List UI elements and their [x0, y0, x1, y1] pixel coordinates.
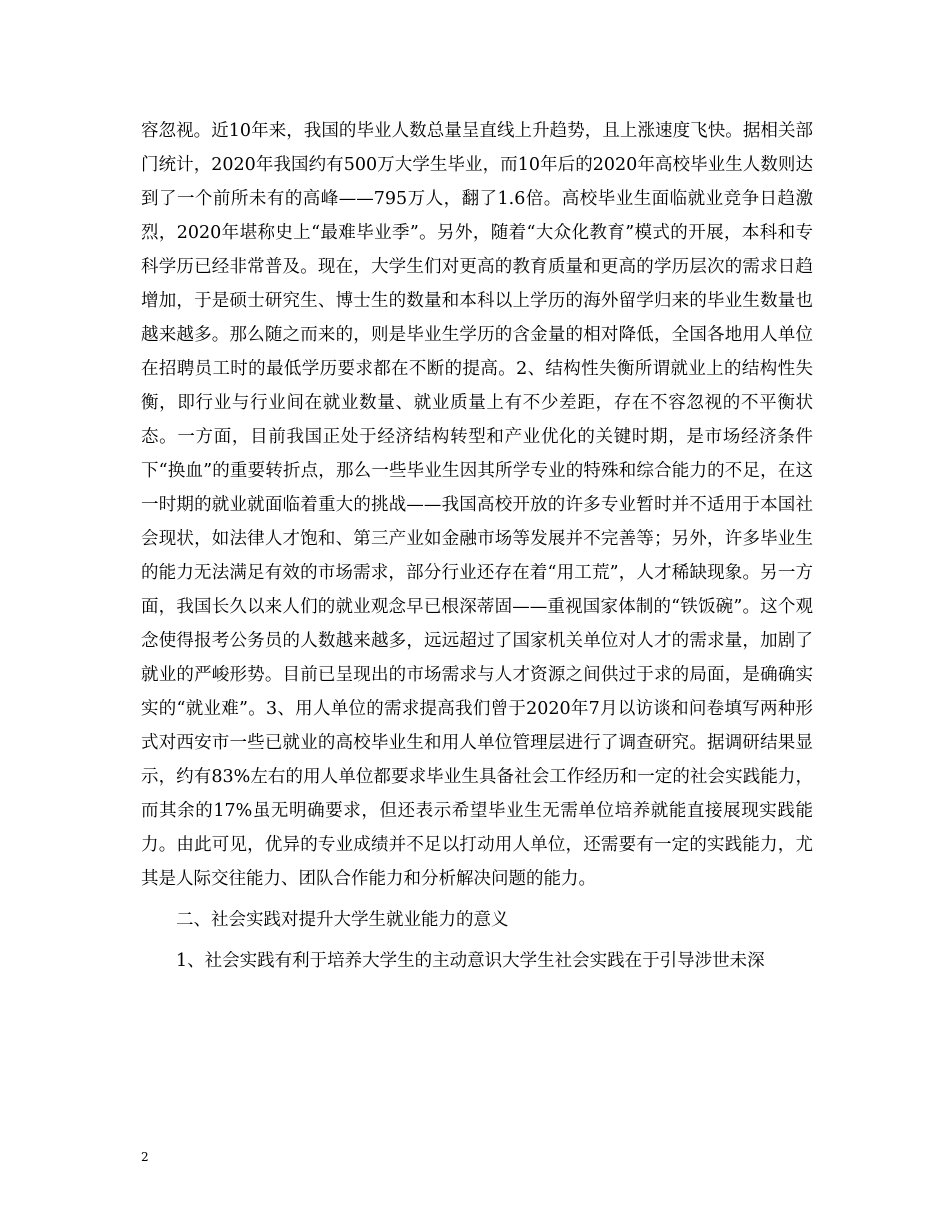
section-heading: 二、社会实践对提升大学生就业能力的意义	[176, 910, 509, 930]
paragraph-subsection: 1、社会实践有利于培养大学生的主动意识大学生社会实践在于引导涉世未深	[176, 951, 765, 971]
paragraph-continuation: 容忽视。近10年来，我国的毕业人数总量呈直线上升趋势，且上涨速度飞快。据相关部门统计，2020年我国约有500万大学生毕业，而10年后的2020年高校毕业生人数则达到了一个前所未有的高峰——795万人，翻了1.6倍。高校毕业生面临就业竞争日趋激烈，2020年堪称史上“最难毕业季”。另外，随着“大众化教育”模式的开展，本科和专科学历已经非常普及。现在，大学生们对更高的教育质量和更高的学历层次的需求日趋增加，于是硕士研究生、博士生的数量和本科以上学历的海外留学归来的毕业生数量也越来越多。那么随之而来的，则是毕业生学历的含金量的相对降低，全国各地用人单位在招聘员工时的最低学历要求都在不断的提高。2、结构性失衡所谓就业上的结构性失衡，即行业与行业间在就业数量、就业质量上有不少差距，存在不容忽视的不平衡状态。一方面，目前我国正处于经济结构转型和产业优化的关键时期，是市场经济条件下“换血”的重要转折点，那么一些毕业生因其所学专业的特殊和综合能力的不足，在这一时期的就业就面临着重大的挑战——我国高校开放的许多专业暂时并不适用于本国社会现状，如法律人才饱和、第三产业如金融市场等发展并不完善等；另外，许多毕业生的能力无法满足有效的市场需求，部分行业还存在着“用工荒”，人才稀缺现象。另一方面，我国长久以来人们的就业观念早已根深蒂固——重视国家体制的“铁饭碗”。这个观念使得报考公务员的人数越来越多，远远超过了国家机关单位对人才的需求量，加剧了就业的严峻形势。目前已呈现出的市场需求与人才资源之间供过于求的局面，是确确实实的“就业难”。3、用人单位的需求提高我们曾于2020年7月以访谈和问卷填写两种形式对西安市一些已就业的高校毕业生和用人单位管理层进行了调查研究。据调研结果显示，约有83%左右的用人单位都要求毕业生具备社会工作经历和一定的社会实践能力，而其余的17%虽无明确要求，但还表示希望毕业生无需单位培养就能直接展现实践能力。由此可见，优异的专业成绩并不足以打动用人单位，还需要有一定的实践能力，尤其是人际交往能力、团队合作能力和分析解决问题的能力。	[141, 121, 813, 889]
body-text	[141, 114, 813, 978]
page-number: 2	[141, 1150, 149, 1164]
